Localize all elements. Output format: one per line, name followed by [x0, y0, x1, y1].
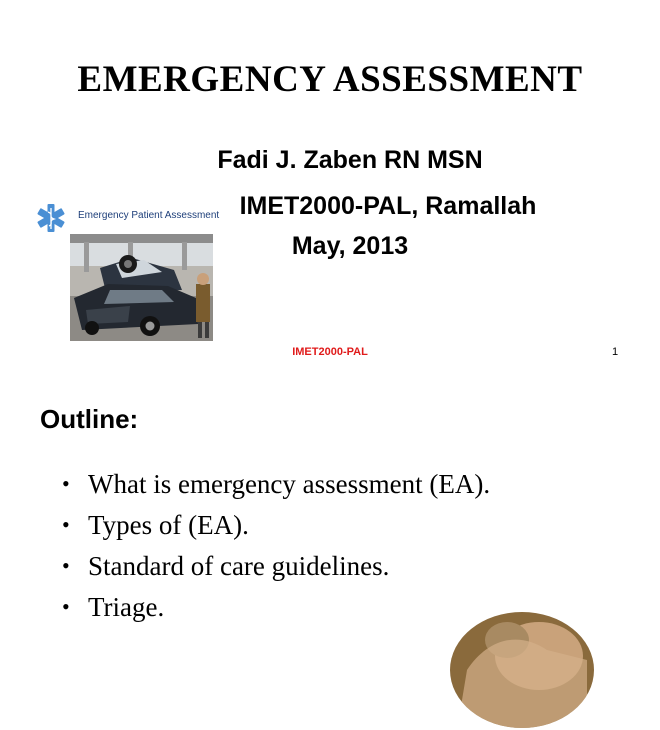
patient-photo: [447, 610, 597, 730]
bullet-icon: •: [62, 471, 70, 496]
car-crash-photo: [70, 234, 213, 341]
organization-line: IMET2000-PAL, Ramallah: [239, 192, 537, 220]
photo-caption: Emergency Patient Assessment: [78, 210, 220, 221]
footer-label: IMET2000-PAL: [292, 346, 368, 358]
star-of-life-icon: [36, 203, 66, 233]
crash-image-panel: [30, 200, 220, 342]
slide-title: EMERGENCY ASSESSMENT: [77, 59, 583, 100]
bullet-icon: •: [62, 594, 70, 619]
list-item: • Standard of care guidelines.: [62, 547, 490, 588]
list-item: • Types of (EA).: [62, 506, 490, 547]
page-number: 1: [612, 346, 619, 358]
outline-heading: Outline:: [40, 404, 139, 434]
date-line: May, 2013: [291, 232, 409, 260]
bullet-icon: •: [62, 553, 70, 578]
list-item: • Triage.: [62, 588, 490, 629]
author-line: Fadi J. Zaben RN MSN: [217, 146, 483, 174]
list-item: • What is emergency assessment (EA).: [62, 465, 490, 506]
outline-list: [62, 465, 490, 629]
bullet-icon: •: [62, 512, 70, 537]
